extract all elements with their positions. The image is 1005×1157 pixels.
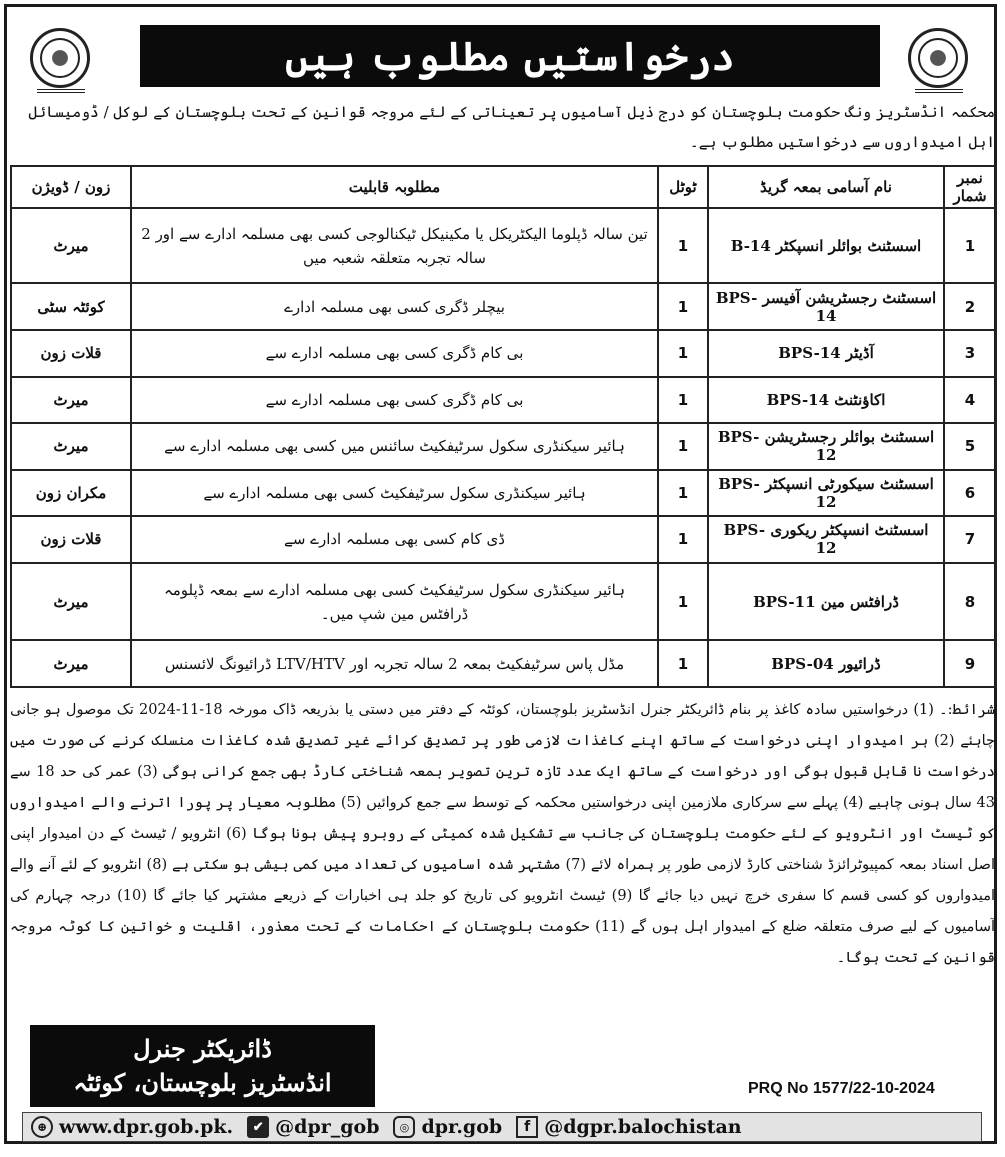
row-qualification: بی کام ڈگری کسی بھی مسلمہ ادارے سے	[131, 330, 658, 377]
conditions-paragraph: شرائط:۔ (1) درخواستیں سادہ کاغذ پر بنام ڈائریکٹر جنرل انڈسٹریز بلوچستان، کوئٹہ کے دفتر میں دستی یا بذریعہ ڈاک مورخہ 18-11-2024 تک موصول ہو جانی چاہئے (2) ہر امیدوار اپنی درخواست کے ساتھ اپنے کاغذات لازمی طور پر تصدیق کرائے غیر تصدیق شدہ کاغذات منسلک کرنے کی صورت میں درخواست نا قابل قبول ہوگی اور درخواست کے ساتھ ایک عدد تازہ ترین تصویر بمعہ شناختی کارڈ بھی جمع کرانی ہوگی (3) عمر کی حد 18 سے 43 سال ہونی چاہیے (4) پہلے سے سرکاری ملازمین اپنی درخواستیں محکمہ کے توسط سے جمع کروائیں (5) مطلوبہ معیار پر پورا اترنے والے امیدواروں کو ٹیسٹ اور انٹرویو کے لئے حکومت بلوچستان کی جانب سے تشکیل شدہ کمیٹی کے روبرو پیش ہونا ہوگا (6) انٹرویو / ٹیسٹ کے دن امیدوار اپنی اصل اسناد بمعہ کمپیوٹرائزڈ شناختی کارڈ لازمی طور پر ہمراہ لائے (7) مشتہر شدہ اسامیوں کی تعداد میں کمی بیشی ہو سکتی ہے (8) انٹرویو کے لئے آنے والے امیدواروں کو کسی قسم کا سفری خرچ نہیں دیا جائے گا (9) ٹیسٹ انٹرویو کی تاریخ کو جلد ہی اخبارات کے ذریعے مشتہر کیا جائے گا (10) درجہ چہارم کی آسامیوں کے لیے صرف متعلقہ ضلع کے امیدوار اہل ہوں گے (11) حکومت بلوچستان کے احکامات کے تحت معذور، اقلیت و خواتین کا کوٹہ مروجہ قوانین کے تحت ہوگا۔	[10, 702, 995, 966]
row-post: اکاؤنٹنٹ BPS-14	[708, 377, 944, 424]
row-post: اسسٹنٹ انسپکٹر ریکوری BPS-12	[708, 516, 944, 563]
row-zone: میرٹ	[11, 640, 131, 687]
table-row	[11, 330, 996, 377]
row-qualification: بی کام ڈگری کسی بھی مسلمہ ادارے سے	[131, 377, 658, 424]
table-row	[11, 377, 996, 424]
row-qualification: مڈل پاس سرٹیفکیٹ بمعہ 2 سالہ تجربہ اور LTV/HTV ڈرائیونگ لائسنس	[131, 640, 658, 687]
row-number: 1	[944, 208, 996, 283]
row-qualification: ہائیر سیکنڈری سکول سرٹیفکیٹ سائنس میں کسی بھی مسلمہ ادارے سے	[131, 423, 658, 470]
row-total: 1	[658, 208, 708, 283]
row-qualification: ہائیر سیکنڈری سکول سرٹیفکیٹ کسی بھی مسلمہ ادارے سے بمعہ ڈپلومہ ڈرافٹس مین شپ میں۔	[131, 563, 658, 641]
row-zone: قلات زون	[11, 516, 131, 563]
page-title: درخواستیں مطلوب ہیں	[140, 25, 880, 87]
row-number: 9	[944, 640, 996, 687]
row-qualification: ہائیر سیکنڈری سکول سرٹیفکیٹ کسی بھی مسلمہ ادارے سے	[131, 470, 658, 517]
row-post: ڈرافٹس مین BPS-11	[708, 563, 944, 641]
row-qualification: تین سالہ ڈپلوما الیکٹریکل یا مکینیکل ٹیکنالوجی کسی بھی مسلمہ ادارے سے اور 2 سالہ تجربہ متعلقہ شعبہ میں	[131, 208, 658, 283]
intro-paragraph: محکمہ انڈسٹریز ونگ حکومت بلوچستان کو درج ذیل آسامیوں پر تعیناتی کے لئے مروجہ قوانین کے تحت بلوچستان کے لوکل / ڈومیسائل اہل امیدواروں سے درخواستیں مطلوب ہے۔	[28, 103, 995, 151]
row-post: آڈیٹر BPS-14	[708, 330, 944, 377]
footer-twitter[interactable]	[247, 1116, 379, 1138]
row-total: 1	[658, 640, 708, 687]
table-header-row	[11, 166, 996, 208]
row-total: 1	[658, 330, 708, 377]
row-number: 8	[944, 563, 996, 641]
table-row	[11, 208, 996, 283]
row-total: 1	[658, 470, 708, 517]
header-zone: زون / ڈویژن	[11, 166, 131, 208]
facebook-handle[interactable]: @dgpr.balochistan	[544, 1116, 742, 1138]
prq-number: PRQ No 1577/22-10-2024	[748, 1080, 935, 1097]
row-zone: میرٹ	[11, 423, 131, 470]
signature-box	[30, 1025, 375, 1107]
header-post: نام آسامی بمعہ گریڈ	[708, 166, 944, 208]
table-row	[11, 640, 996, 687]
government-seal-icon	[908, 28, 968, 88]
footer-website[interactable]	[31, 1116, 233, 1138]
footer-instagram[interactable]	[393, 1116, 502, 1138]
row-total: 1	[658, 283, 708, 330]
row-number: 7	[944, 516, 996, 563]
row-zone: قلات زون	[11, 330, 131, 377]
government-seal-icon	[30, 28, 90, 88]
twitter-handle[interactable]: @dpr_gob	[275, 1116, 380, 1138]
row-zone: کوئٹہ سٹی	[11, 283, 131, 330]
instagram-handle[interactable]: dpr.gob	[421, 1116, 503, 1138]
row-number: 2	[944, 283, 996, 330]
twitter-icon: ✔	[247, 1116, 269, 1138]
header-total: ٹوٹل	[658, 166, 708, 208]
website-link[interactable]: www.dpr.gob.pk.	[59, 1116, 234, 1138]
row-number: 3	[944, 330, 996, 377]
row-zone: مکران زون	[11, 470, 131, 517]
jobs-table	[10, 165, 997, 688]
signature-title: ڈائریکٹر جنرل	[133, 1034, 272, 1063]
row-zone: میرٹ	[11, 208, 131, 283]
table-row	[11, 423, 996, 470]
row-post: اسسٹنٹ بوائلر انسپکٹر B-14	[708, 208, 944, 283]
footer-bar	[22, 1112, 982, 1142]
row-total: 1	[658, 516, 708, 563]
table-row	[11, 283, 996, 330]
row-post: اسسٹنٹ سیکورٹی انسپکٹر BPS-12	[708, 470, 944, 517]
row-post: اسسٹنٹ بوائلر رجسٹریشن BPS-12	[708, 423, 944, 470]
row-qualification: بیچلر ڈگری کسی بھی مسلمہ ادارے	[131, 283, 658, 330]
row-number: 5	[944, 423, 996, 470]
row-total: 1	[658, 563, 708, 641]
header-qualification: مطلوبہ قابلیت	[131, 166, 658, 208]
instagram-icon: ◎	[393, 1116, 415, 1138]
row-qualification: ڈی کام کسی بھی مسلمہ ادارے سے	[131, 516, 658, 563]
footer-facebook[interactable]	[516, 1116, 741, 1138]
row-total: 1	[658, 423, 708, 470]
table-row	[11, 470, 996, 517]
signature-department: انڈسٹریز بلوچستان، کوئٹہ	[73, 1068, 332, 1097]
table-row	[11, 516, 996, 563]
globe-icon: ⊕	[31, 1116, 53, 1138]
table-row	[11, 563, 996, 641]
row-post: ڈرائیور BPS-04	[708, 640, 944, 687]
row-number: 4	[944, 377, 996, 424]
row-zone: میرٹ	[11, 377, 131, 424]
row-total: 1	[658, 377, 708, 424]
facebook-icon: f	[516, 1116, 538, 1138]
row-post: اسسٹنٹ رجسٹریشن آفیسر BPS-14	[708, 283, 944, 330]
row-zone: میرٹ	[11, 563, 131, 641]
header-number: نمبر شمار	[944, 166, 996, 208]
row-number: 6	[944, 470, 996, 517]
